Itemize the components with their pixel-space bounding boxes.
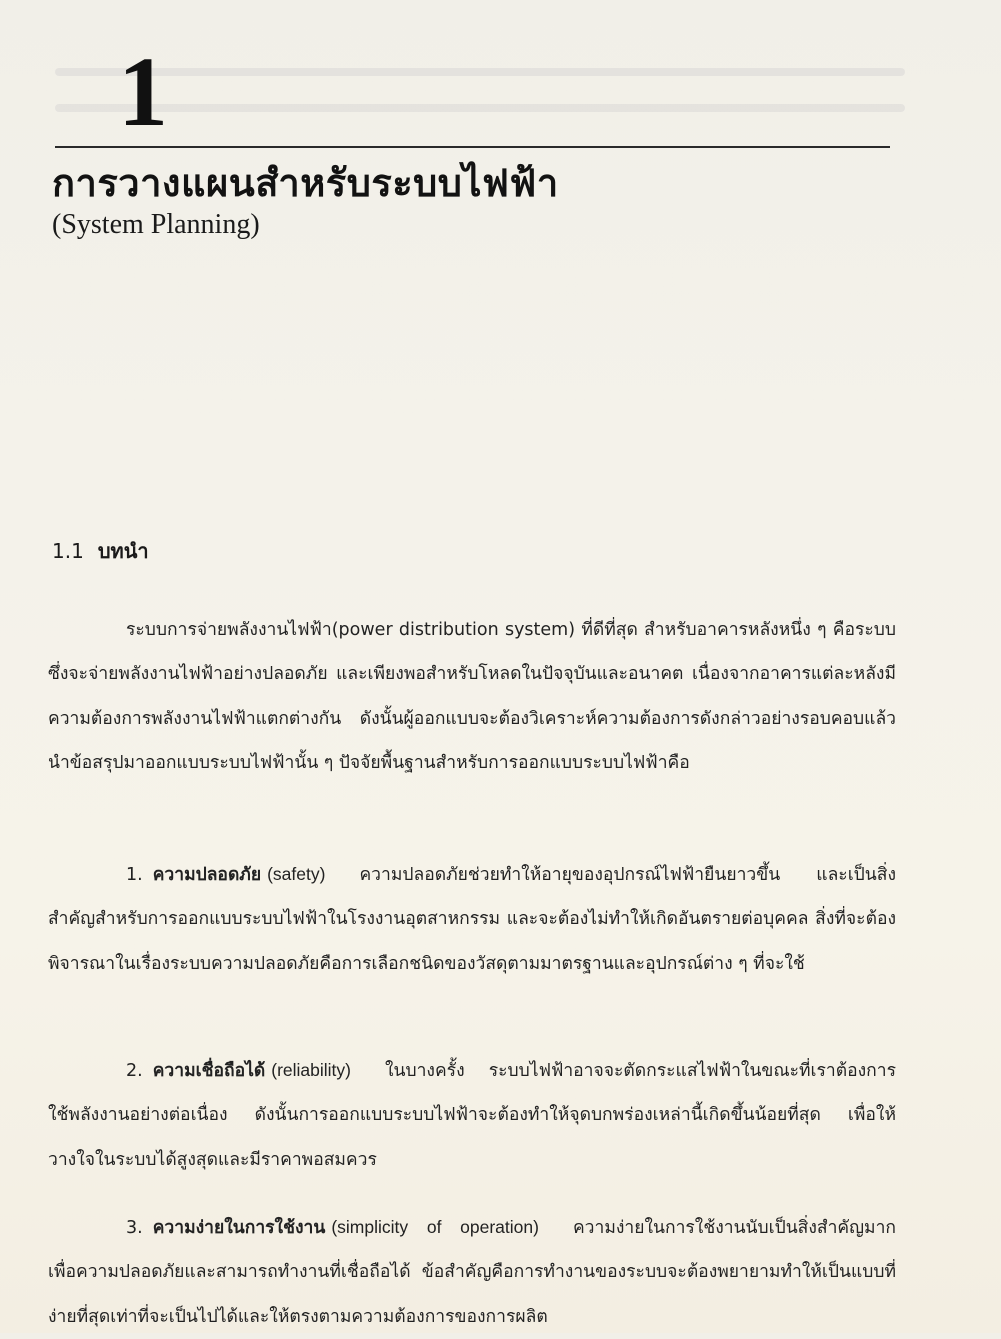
item-title: ความปลอดภัย [153,865,261,885]
list-item-safety [48,852,896,987]
chapter-number: 1 [118,42,168,142]
section-heading [52,536,149,566]
paper-bleed-through [55,68,905,76]
section-title: บทนำ [98,539,149,563]
item-english-term: (simplicity of operation) [331,1217,539,1237]
section-number: 1.1 [52,539,84,563]
item-index: 3. [126,1218,143,1238]
chapter-subtitle: (System Planning) [52,208,260,242]
item-index: 2. [126,1061,143,1081]
item-text: ความปลอดภัยช่วยทำให้อายุของอุปกรณ์ไฟฟ้ายืนยาวขึ้น และเป็นสิ่งสำคัญสำหรับการออกแบบระบบไฟฟ้าในโรงงานอุตสาหกรรม และจะต้องไม่ทำให้เกิดอันตรายต่อบุคคล สิ่งที่จะต้องพิจารณาในเรื่องระบบความปลอดภัยคือการเลือกชนิดของวัสดุตามมาตรฐานและอุปกรณ์ต่าง ๆ ที่จะใช้ [48,865,896,974]
intro-paragraph: ระบบการจ่ายพลังงานไฟฟ้า(power distribution system) ที่ดีที่สุด สำหรับอาคารหลังหนึ่ง ๆ คือระบบซึ่งจะจ่ายพลังงานไฟฟ้าอย่างปลอดภัย และเพียงพอสำหรับโหลดในปัจจุบันและอนาคต เนื่องจากอาคารแต่ละหลังมีความต้องการพลังงานไฟฟ้าแตกต่างกัน ดังนั้นผู้ออกแบบจะต้องวิเคราะห์ความต้องการดังกล่าวอย่างรอบคอบแล้วนำข้อสรุปมาออกแบบระบบไฟฟ้านั้น ๆ ปัจจัยพื้นฐานสำหรับการออกแบบระบบไฟฟ้าคือ [48,608,896,786]
list-item-reliability [48,1048,896,1183]
item-english-term: (reliability) [271,1060,351,1080]
item-english-term: (safety) [267,864,325,884]
item-text: ในบางครั้ง ระบบไฟฟ้าอาจจะตัดกระแสไฟฟ้าในขณะที่เราต้องการใช้พลังงานอย่างต่อเนื่อง ดังนั้นการออกแบบระบบไฟฟ้าจะต้องทำให้จุดบกพร่องเหล่านี้เกิดขึ้นน้อยที่สุด เพื่อให้วางใจในระบบได้สูงสุดและมีราคาพอสมควร [48,1061,896,1170]
item-text: ความง่ายในการใช้งานนับเป็นสิ่งสำคัญมากเพื่อความปลอดภัยและสามารถทำงานที่เชื่อถือได้ ข้อสำคัญคือการทำงานของระบบจะต้องพยายามทำให้เป็นแบบที่ง่ายที่สุดเท่าที่จะเป็นไปได้และให้ตรงตามความต้องการของการผลิต [48,1218,896,1327]
item-index: 1. [126,865,143,885]
item-title: ความเชื่อถือได้ [153,1061,266,1081]
chapter-title: การวางแผนสำหรับระบบไฟฟ้า [52,160,559,206]
list-item-simplicity [48,1205,896,1339]
paper-bleed-through [55,104,905,112]
item-title: ความง่ายในการใช้งาน [153,1218,326,1238]
chapter-rule [55,146,890,148]
